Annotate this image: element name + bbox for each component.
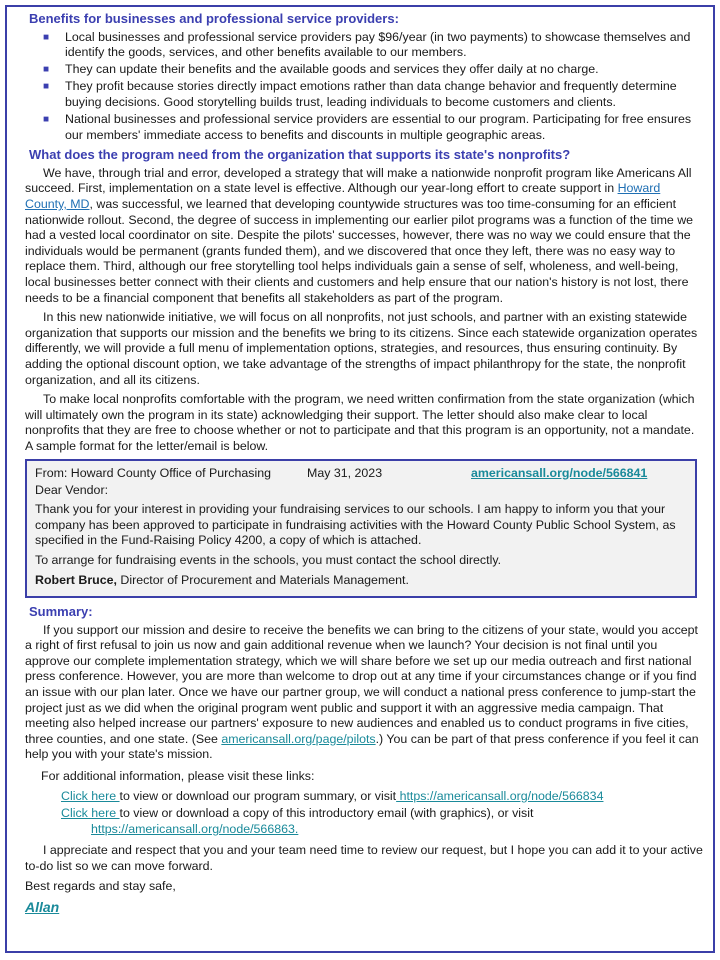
letter-header <box>35 466 687 483</box>
additional-info-line: For additional information, please visit these links: <box>41 769 315 784</box>
need-paragraph-3: To make local nonprofits comfortable with the program, we need written confirmation from the state organization (which will ultimately own the program in its state) acknowledging their support. The letter should also make clear to local nonprofits that they are free to choose whether or not to participate and that this program is an opportunity, not a mandate. A sample format for the letter/email is below. <box>25 392 695 453</box>
benefits-list <box>25 30 703 144</box>
letter-greeting: Dear Vendor: <box>35 482 109 497</box>
summary-link-row: Click here to view or download our program summary, or visit https://americansall.org/node/566834 <box>61 788 604 803</box>
summary-heading: Summary: <box>29 604 93 620</box>
pilots-link[interactable]: americansall.org/page/pilots <box>221 731 376 746</box>
square-bullet-icon: ■ <box>43 81 50 93</box>
regards-line: Best regards and stay safe, <box>25 878 176 893</box>
letter-body-1: Thank you for your interest in providing your fundraising services to our schools. I am happy to inform you that your company has been approved to participate in fundraising activities with the Howard County Public School System, as specified in the Fund-Raising Policy 4200, a copy of which is attached. <box>35 502 676 548</box>
list-item: ■ National businesses and professional service providers are essential to our program. Participating for free ensures our members' immediate access to benefits and discounts in multiple geographic areas. <box>43 112 692 142</box>
node-566863-link[interactable]: https://americansall.org/node/566863. <box>91 821 299 836</box>
list-item: ■ They can update their benefits and the available goods and services they offer daily at no charge. <box>43 62 599 77</box>
closing-paragraph: I appreciate and respect that you and your team need time to review our request, but I hope you can add it to your active to-do list so we can move forward. <box>25 843 703 873</box>
letter-from: From: Howard County Office of Purchasing <box>35 465 271 480</box>
letter-signer: Robert Bruce, Director of Procurement and Materials Management. <box>35 572 409 587</box>
letter-date: May 31, 2023 <box>307 465 383 480</box>
sample-letter-box <box>25 459 697 599</box>
node-566834-link[interactable]: https://americansall.org/node/566834 <box>396 788 604 803</box>
summary-paragraph: If you support our mission and desire to receive the benefits we can bring to the citizens of your state, would you accept a right of first refusal to join us now and gain additional revenue when we launch? Your decision is not final until you approve our complete implementation strategy, which we will share before we set up our media outreach and first national press conference. However, you are more than welcome to drop out at any time if your circumstances change or if you find an issue with our plan later. Once we have our partner group, we will conduct a national press conference to jump-start the project just as we did when the original program went public and support it with an aggressive media campaign. That meeting also helped increase our partners' exposure to new audiences and enabled us to conduct programs in five cities, three counties, and one state. (See americansall.org/page/pilots.) You can be part of that press conference if you feel it can help you with your state's mission. <box>25 622 699 762</box>
letter-body-2: To arrange for fundraising events in the schools, you must contact the school directly. <box>35 552 502 567</box>
document-page <box>5 5 715 953</box>
email-link-row: Click here to view or download a copy of this introductory email (with graphics), or visit https://americansall.org/node/566863. <box>61 806 534 836</box>
signature-link[interactable]: Allan <box>25 899 60 916</box>
need-paragraph-1: We have, through trial and error, developed a strategy that will make a nationwide nonprofit program like Americans All succeed. First, implementation on a state level is effective. Although our year-long effort to create support in Howard County, MD, was successful, we learned that developing countywide structures was too time-consuming for an efficient nationwide rollout. Second, the degree of success in implementing our earlier pilot programs was a function of the time we had a vested local coordinator on site. Despite the pilots' successes, however, there was no way we could ensure that the individuals would be permanent (grants funded them), and we discovered that once they left, there was no easy way to replace them. Third, although our free storytelling tool helps individuals gain a sense of self, wholeness, and well-being, local businesses better connect with their clients and customers and help ensure that our nation's history is not lost, there needs to be a financial component that benefits all stakeholders as part of the program. <box>25 165 694 305</box>
letter-url-link[interactable]: americansall.org/node/566841 <box>471 465 648 480</box>
square-bullet-icon: ■ <box>43 31 50 43</box>
need-paragraph-2: In this new nationwide initiative, we will focus on all nonprofits, not just schools, and partner with an existing statewide organization that supports our mission and the benefits we bring to its citizens. Since each statewide organization operates differently, we will provide a full menu of implementation options, strategies, and resources, thus ensuring continuity. By adding the optional discount option, we take advantage of the strengths of impact philanthropy for the state, the nonprofit organization, and all its citizens. <box>25 310 698 387</box>
square-bullet-icon: ■ <box>43 64 50 76</box>
benefits-heading: Benefits for businesses and professional service providers: <box>29 11 399 26</box>
list-item: ■ Local businesses and professional service providers pay $96/year (in two payments) to showcase themselves and identify the goods, services, and other benefits available to our members. <box>43 29 691 60</box>
square-bullet-icon: ■ <box>43 114 50 126</box>
click-here-email-link[interactable]: Click here <box>61 806 120 821</box>
list-item: ■ They profit because stories directly impact emotions rather than data change behavior and frequently determine buying decisions. Good storytelling builds trust, leading individuals to become customers and clients. <box>43 79 677 109</box>
howard-county-link[interactable]: Howard County, MD <box>25 181 661 212</box>
click-here-summary-link[interactable]: Click here <box>61 788 120 803</box>
need-heading: What does the program need from the organization that supports its state's nonprofits? <box>29 147 571 163</box>
